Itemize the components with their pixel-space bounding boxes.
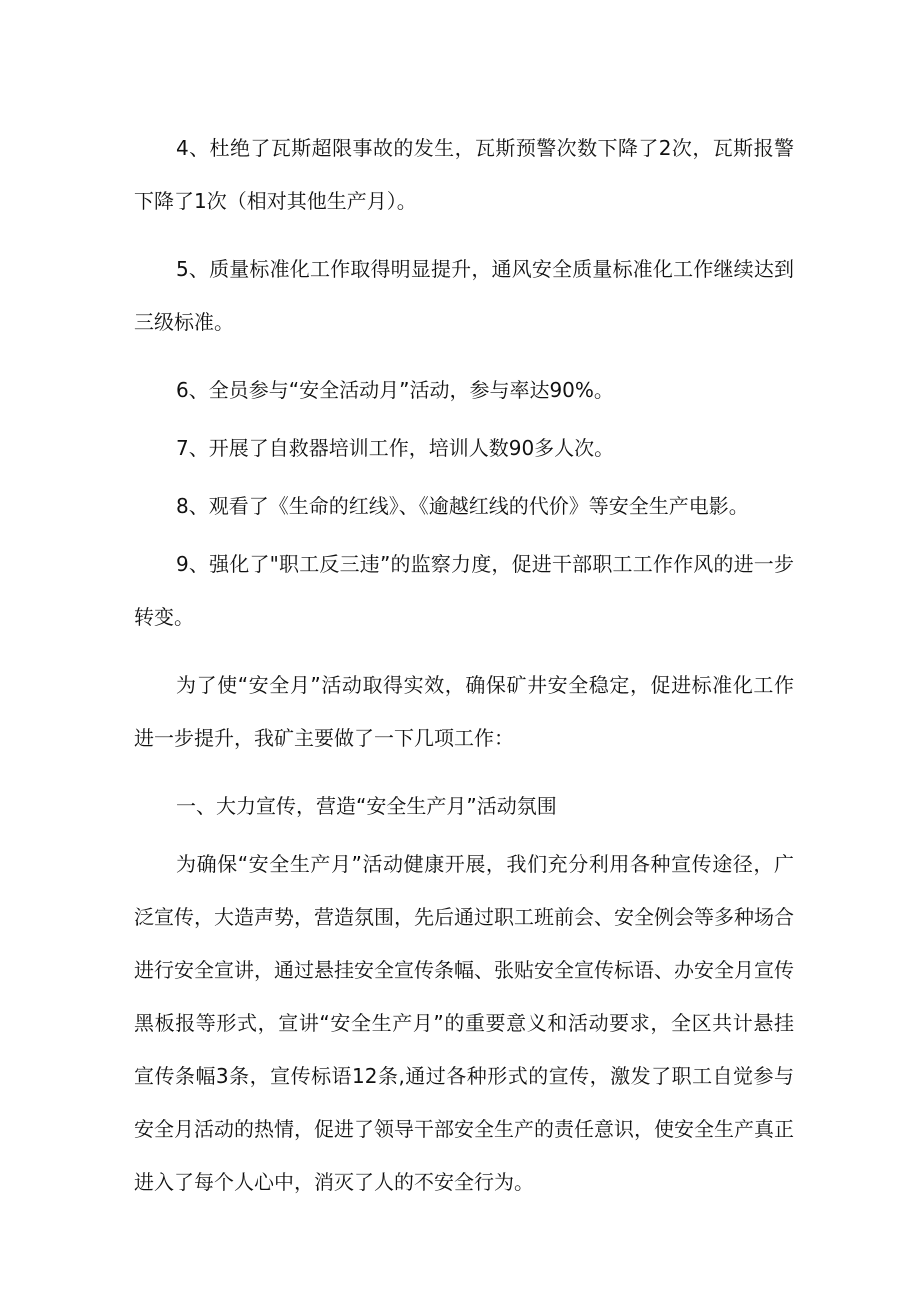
section-heading-1: 一、大力宣传，营造“安全生产月”活动氛围 <box>176 794 557 818</box>
paragraph-item-9: 9、强化了"职工反三违”的监察力度，促进干部职工工作作风的进一步转变。 <box>134 552 794 629</box>
paragraph-item-8: 8、观看了《生命的红线》、《逾越红线的代价》等安全生产电影。 <box>176 494 749 518</box>
paragraph-section-1-body: 为确保“安全生产月”活动健康开展，我们充分利用各种宣传途径，广泛宣传，大造声势，营造氛围，先后通过职工班前会、安全例会等多种场合进行安全宣讲，通过悬挂安全宣传条幅、张贴安全宣传标语、办安全月宣传黑板报等形式，宣讲“安全生产月”的重要意义和活动要求，全区共计悬挂宣传条幅3条，宣传标语12条,通过各种形式的宣传，激发了职工自觉参与安全月活动的热情，促进了领导干部安全生产的责任意识，使安全生产真正进入了每个人心中，消灭了人的不安全行为。 <box>134 852 794 1194</box>
paragraph-item-6: 6、全员参与“安全活动月”活动，参与率达90%。 <box>176 378 614 402</box>
paragraph-item-4: 4、杜绝了瓦斯超限事故的发生，瓦斯预警次数下降了2次，瓦斯报警下降了1次（相对其他生产月）。 <box>134 136 794 213</box>
paragraph-item-5: 5、质量标准化工作取得明显提升，通风安全质量标准化工作继续达到三级标准。 <box>134 257 794 334</box>
document-body <box>134 122 794 1224</box>
paragraph-intro: 为了使“安全月”活动取得实效，确保矿井安全稳定，促进标准化工作进一步提升，我矿主要做了一下几项工作： <box>134 673 794 750</box>
paragraph-item-7: 7、开展了自救器培训工作，培训人数90多人次。 <box>176 436 615 460</box>
